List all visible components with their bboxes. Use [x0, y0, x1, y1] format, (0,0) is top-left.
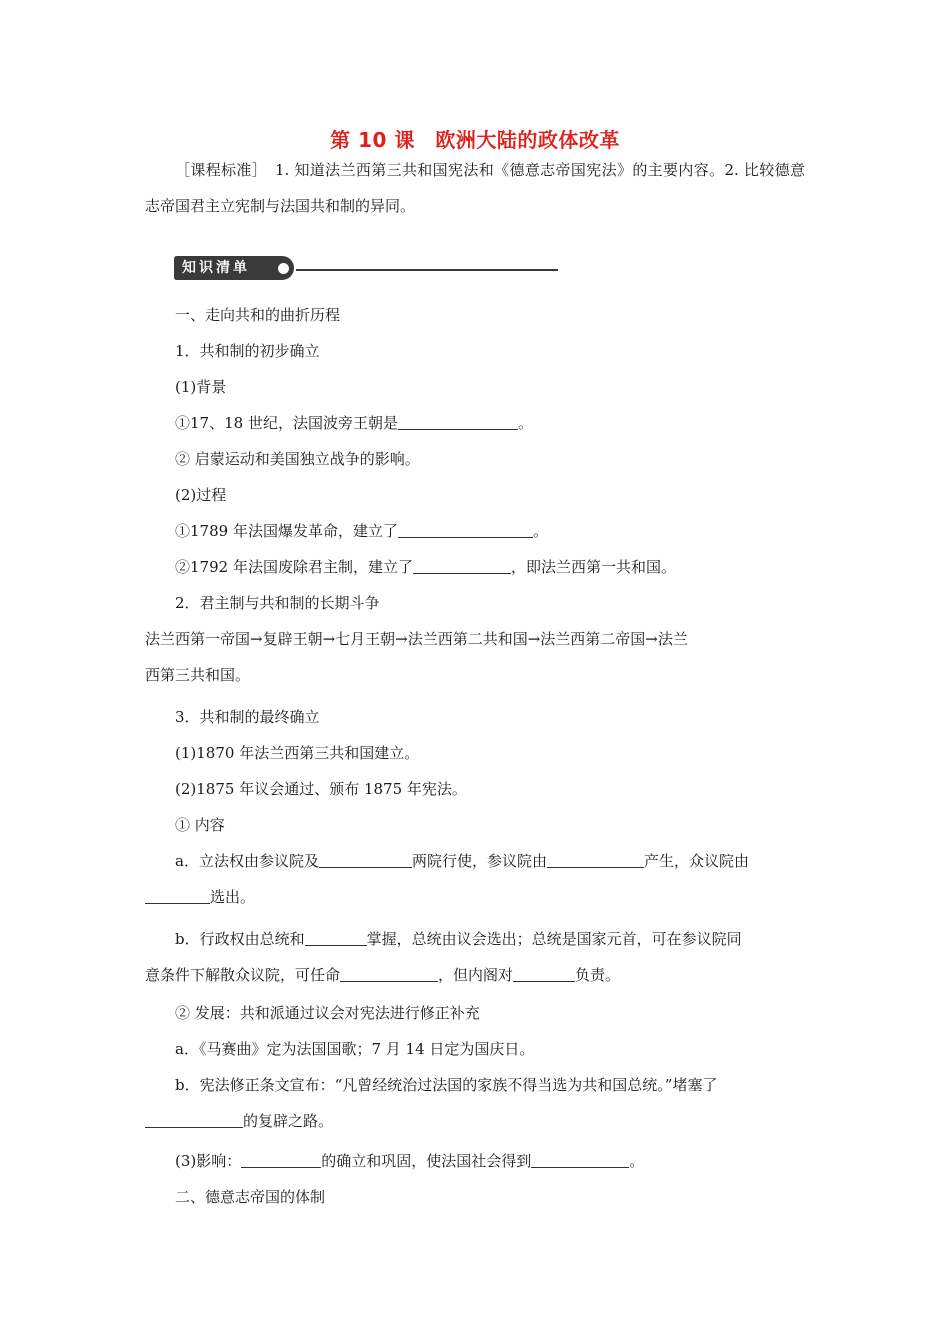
text: 的复辟之路。	[243, 1112, 334, 1130]
text: ①17、18 世纪，法国波旁王朝是	[175, 414, 398, 432]
subheading-1-1: 1．共和制的初步确立	[175, 342, 320, 360]
regime-chain-cont: 西第三共和国。	[145, 666, 251, 684]
answer-blank[interactable]	[305, 930, 367, 946]
process-item-a	[175, 520, 950, 541]
final-item-1: (1)1870 年法兰西第三共和国建立。	[175, 744, 420, 762]
text: 。	[517, 414, 533, 432]
course-standard: ［课程标准］ 1. 知道法兰西第三共和国宪法和《德意志帝国宪法》的主要内容。2. 比较德意志帝国君主立宪制与法国共和制的异同。	[145, 161, 805, 215]
development-item-b: b．宪法修正条文宣布：“凡曾经统治过法国的家族不得当选为共和国总统。”堵塞了	[175, 1076, 718, 1094]
text: ①1789 年法国爆发革命，建立了	[175, 522, 398, 540]
subheading-1-3: 3．共和制的最终确立	[175, 708, 320, 726]
content-heading: ① 内容	[175, 816, 225, 834]
section-heading-1: 一、走向共和的曲折历程	[175, 306, 341, 324]
answer-blank[interactable]	[145, 1112, 243, 1128]
final-item-2: (2)1875 年议会通过、颁布 1875 年宪法。	[175, 780, 467, 798]
subheading-1-2: 2．君主制与共和制的长期斗争	[175, 594, 380, 612]
answer-blank[interactable]	[547, 852, 644, 868]
answer-blank[interactable]	[398, 414, 518, 430]
text: 的确立和巩固，使法国社会得到	[321, 1152, 532, 1170]
text: 两院行使，参议院由	[411, 852, 547, 870]
process-item-b	[175, 556, 950, 577]
answer-blank[interactable]	[241, 1152, 321, 1168]
text: b．行政权由总统和	[175, 930, 305, 948]
text: a．立法权由参议院及	[175, 852, 319, 870]
text: 产生，众议院由	[643, 852, 749, 870]
text: (3)影响：	[175, 1152, 242, 1170]
lesson-title: 第 10 课 欧洲大陆的政体改革	[330, 128, 620, 152]
text: ，即法兰西第一共和国。	[510, 558, 676, 576]
background-heading: (1)背景	[175, 378, 227, 396]
text: 选出。	[210, 888, 256, 906]
knowledge-list-banner	[174, 256, 558, 282]
answer-blank[interactable]	[513, 966, 575, 982]
text: 。	[532, 522, 548, 540]
development-item-a: a．《马赛曲》定为法国国歌；7 月 14 日定为国庆日。	[175, 1040, 535, 1058]
content-item-a-cont	[145, 886, 950, 907]
background-item-b: ② 启蒙运动和美国独立战争的影响。	[175, 450, 420, 468]
text: 掌握，总统由议会选出；总统是国家元首，可在参议院同	[366, 930, 742, 948]
answer-blank[interactable]	[413, 558, 511, 574]
answer-blank[interactable]	[531, 1152, 629, 1168]
background-item-a	[175, 412, 950, 433]
answer-blank[interactable]	[398, 522, 533, 538]
text: 负责。	[575, 966, 621, 984]
content-item-a	[175, 850, 950, 871]
banner-dot-icon	[278, 263, 289, 274]
text: ，但内阁对	[438, 966, 514, 984]
answer-blank[interactable]	[319, 852, 412, 868]
content-item-b	[175, 928, 950, 949]
development-heading: ② 发展：共和派通过议会对宪法进行修正补充	[175, 1004, 480, 1022]
text: 意条件下解散众议院，可任命	[145, 966, 341, 984]
process-heading: (2)过程	[175, 486, 227, 504]
impact-item	[175, 1150, 950, 1171]
section-heading-2: 二、德意志帝国的体制	[175, 1188, 326, 1206]
regime-chain: 法兰西第一帝国→复辟王朝→七月王朝→法兰西第二共和国→法兰西第二帝国→法兰	[145, 630, 688, 648]
content-item-b-cont	[145, 964, 950, 985]
text: 。	[629, 1152, 645, 1170]
banner-rule	[296, 269, 558, 271]
answer-blank[interactable]	[340, 966, 438, 982]
banner-label: 知识清单	[174, 256, 294, 280]
text: ②1792 年法国废除君主制，建立了	[175, 558, 413, 576]
development-item-b-cont	[145, 1110, 950, 1131]
answer-blank[interactable]	[145, 888, 210, 904]
